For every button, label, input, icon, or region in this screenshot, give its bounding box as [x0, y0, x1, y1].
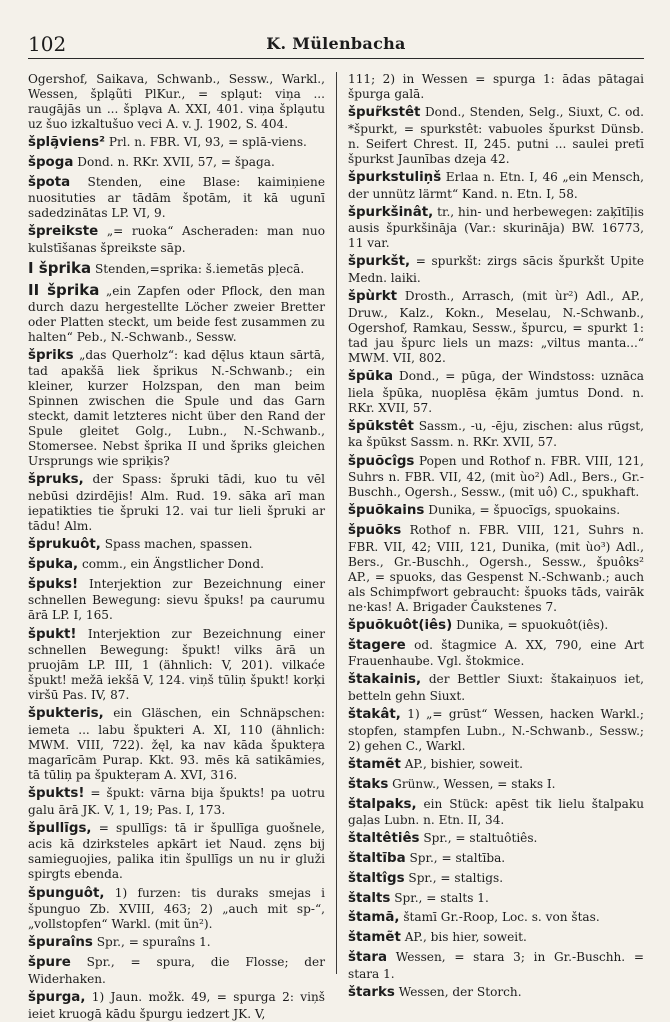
right-column: [336, 72, 644, 1000]
entry-headword: špur̃kstêt: [348, 105, 421, 121]
entry-text: Rothof n. FBR. VIII, 121, Suhrs n. FBR. VII, 42; VIII, 121, Dunika, (mit ùo³) Adl., Bers., Gr.-Buschh., Ogersh., Sessw., špuôks² AP., = spuoks, das Gespenst N.-Schwanb.; auch als Schimpfwort gebraucht: špuoks tāds, vairāk ne·kas! A. Brigader Čaukstenes 7.: [348, 523, 644, 614]
entry-text: Ogershof, Saikava, Schwanb., Sessw., Warkl., Wessen, špla̧ũti PlKur., = spla̧ut: viņa ... raugājās un ... špla̧va A. XXI, 401. viņa špla̧utu uz šuo izkaltušuo veci A. v. J. 1902, S. 404.: [28, 72, 325, 131]
entry-text: Popen und Rothof n. FBR. VIII, 121, Suhrs n. FBR. VII, 42, (mit ùo²) Adl., Bers., Gr.-Buschh., Ogersh., Sessw., (mit uô) C., spukhaft.: [348, 453, 644, 500]
dictionary-entry: [28, 577, 325, 624]
dictionary-entry: [348, 72, 644, 102]
entry-text: comm., ein Ängstlicher Dond.: [81, 557, 264, 572]
dictionary-entry: [348, 707, 644, 754]
entry-headword: štara: [348, 950, 388, 966]
entry-text: = spullīgs: tā ir špullīga guošnele, acis kā dzirksteles apkārt iet Naud. zęns bij samieguojies, palika itin špullīgs un nu ir gluži spirgts ebenda.: [28, 820, 325, 882]
entry-text: AP., bis hier, soweit.: [404, 930, 527, 945]
dictionary-entry: [28, 224, 325, 256]
dictionary-entry: [348, 757, 644, 774]
text-columns: [28, 72, 644, 1021]
dictionary-entry: [28, 627, 325, 704]
dictionary-entry: [348, 618, 644, 635]
entry-headword: štaks: [348, 776, 389, 792]
entry-text: Interjektion zur Bezeichnung einer schnellen Bewegung: sievu špuks! pa caurumu ārā LP. I, 165.: [28, 576, 325, 623]
dictionary-entry: [28, 990, 325, 1022]
dictionary-entry: [28, 955, 325, 987]
page-number: 102: [28, 32, 67, 56]
entry-headword: štalts: [348, 890, 391, 906]
dictionary-entry: [348, 831, 644, 848]
entry-headword: štamẽt: [348, 930, 401, 946]
entry-headword: špurga,: [28, 989, 86, 1005]
entry-text: 1) furzen: tis duraks smejas i špunguo Zb. XVIII, 463; 2) „auch mit sp-“, „vollstopfen“ Warkl. (mit ũn²).: [28, 885, 325, 932]
dictionary-entry: [28, 821, 325, 883]
entry-text: = špukt: vārna bija špukts! pa uotru galu ārā JK. V, 1, 19; Pas. I, 173.: [28, 786, 325, 817]
dictionary-entry: [28, 935, 325, 952]
entry-text: Dond., = pūga, der Windstoss: uznāca liela špūka, nuoplēsa ē̦kām jumtus Dond. n. RKr. XVII, 57.: [348, 368, 644, 415]
entry-text: Spr., = staltigs.: [408, 870, 504, 885]
dictionary-entry: [348, 105, 644, 167]
entry-headword: II šprika: [28, 281, 100, 300]
entry-headword: špoga: [28, 154, 74, 170]
entry-text: ein Gläschen, ein Schnäpschen: iemeta ... labu špukteri A. XI, 110 (ähnlich: MWM. VIII, 722). žęl, ka nav kāda špukteŗa magarīcām Purap. Kkt. 93. mēs kā satikāmies, tā tūliņ pa špukteŗam A. XVI, 316.: [28, 706, 325, 782]
entry-headword: špuõcîgs: [348, 453, 415, 469]
dictionary-entry: [28, 472, 325, 534]
entry-headword: špũkstêt: [348, 418, 414, 434]
entry-headword: šplã̧viens²: [28, 135, 105, 151]
entry-text: = spurkšt: zirgs sācis špurkšt Upite Medn. laiki.: [348, 254, 644, 286]
dictionary-entry: [348, 871, 644, 888]
dictionary-entry: [28, 281, 325, 345]
entry-text: Dond. n. RKr. XVII, 57, = špaga.: [77, 154, 275, 169]
dictionary-entry: [348, 985, 644, 1002]
entry-text: der Spass: špruki tādi, kuo tu vēl nebūsi dzirdējis! Alm. Rud. 19. sāka arī man iepatikties tie špruki 12. vai tur lieli špruki ar tādu! Alm.: [28, 472, 325, 534]
entry-text: Prl. n. FBR. VI, 93, = splā-viens.: [108, 135, 307, 150]
dictionary-entry: [348, 910, 644, 927]
dictionary-entry: [348, 254, 644, 286]
entry-text: Stenden,=sprika: š.iemetās pļecā.: [94, 262, 305, 277]
entry-text: Drosth., Arrasch, (mit ùr²) Adl., AP., Druw., Kalz., Kokn., Meselau, N.-Schwanb., Ogershof, Ramkau, Sessw., špurcu, = spurkt 1: tad jau špurc liels un mazs: „viltus manta...“ MWM. VII, 802.: [348, 289, 644, 365]
entry-headword: špullīgs,: [28, 820, 92, 836]
entry-headword: štalpaks,: [348, 796, 417, 812]
entry-headword: štamā,: [348, 910, 400, 926]
dictionary-entry: [348, 205, 644, 252]
entry-headword: špukts!: [28, 786, 85, 802]
entry-headword: špukteris,: [28, 706, 104, 722]
entry-headword: štaltîgs: [348, 870, 405, 886]
entry-headword: špunguôt,: [28, 885, 105, 901]
dictionary-entry: [348, 950, 644, 982]
entry-text: štamī Gr.-Roop, Loc. s. von štas.: [403, 910, 600, 925]
entry-text: Spr., = spuraîns 1.: [96, 935, 211, 950]
entry-text: 1) Jaun. možk. 49, = spurga 2: viņš ieiet kruogā kādu špurgu iedzert JK. V,: [28, 989, 325, 1021]
entry-headword: špriks: [28, 347, 74, 363]
entry-text: Sassm., -u, -ēju, zischen: alus rūgst, ka špūkst Sassm. n. RKr. XVII, 57.: [348, 418, 644, 450]
entry-headword: štagere: [348, 637, 406, 653]
dictionary-entry: [28, 175, 325, 222]
left-column: [28, 72, 336, 1021]
dictionary-entry: [348, 638, 644, 670]
dictionary-entry: [348, 289, 644, 366]
entry-headword: štarks: [348, 984, 395, 1000]
entry-text: Dond., Stenden, Selg., Siuxt, C. od. *špurkt, = spurkstêt: vabuoles špurkst Dünsb. n. Seifert Chrest. II, 245. putni ... saulei pretī špurkst Jaunības dzeja 42.: [348, 105, 644, 166]
dictionary-entry: [28, 155, 325, 172]
entry-text: „= ruoka“ Ascheraden: man nuo kulstīšanas špreikste sāp.: [28, 224, 325, 256]
entry-headword: špuka,: [28, 557, 79, 573]
entry-text: der Bettler Siuxt: štakaiņuos iet, betteln gehn Siuxt.: [348, 672, 644, 703]
dictionary-entry: [348, 454, 644, 501]
dictionary-entry: [28, 557, 325, 574]
entry-text: Spass machen, spassen.: [104, 537, 253, 552]
entry-headword: štamẽt: [348, 756, 401, 772]
entry-text: Spr., = staltība.: [409, 851, 506, 866]
page-header: [28, 28, 644, 59]
entry-headword: špuõkuôt(iês): [348, 617, 453, 633]
entry-text: Dunika, = spuokuôt(iês).: [456, 617, 609, 632]
entry-text: Wessen, der Storch.: [398, 984, 522, 999]
entry-headword: špùrkt: [348, 289, 397, 305]
entry-text: Erlaa n. Etn. I, 46 „ein Mensch, der unnütz lärmt“ Kand. n. Etn. I, 58.: [348, 169, 644, 201]
entry-headword: špukt!: [28, 626, 77, 642]
entry-headword: štaltība: [348, 851, 406, 867]
entry-headword: špũka: [348, 368, 394, 384]
entry-headword: špurkšinât,: [348, 204, 434, 220]
entry-headword: špruks,: [28, 472, 84, 488]
dictionary-entry: [348, 851, 644, 868]
entry-text: Spr., = staltuôtiês.: [423, 831, 538, 846]
dictionary-entry: [348, 930, 644, 947]
entry-headword: špreikste: [28, 224, 99, 240]
entry-text: 111; 2) in Wessen = spurga 1: ādas pātagai špurga galā.: [348, 72, 644, 101]
dictionary-entry: [348, 503, 644, 520]
dictionary-entry: [348, 419, 644, 451]
entry-headword: špure: [28, 955, 71, 971]
entry-headword: I šprika: [28, 259, 92, 278]
dictionary-entry: [28, 706, 325, 783]
dictionary-entry: [28, 537, 325, 554]
entry-headword: štakainis,: [348, 672, 422, 688]
entry-text: Dunika, = špuocīgs, spuokains.: [428, 503, 621, 518]
dictionary-entry: [348, 891, 644, 908]
entry-text: Grünw., Wessen, = staks I.: [392, 776, 556, 791]
entry-text: „das Querholz“: kad dę̄lus ktaun sārtā, tad apakšā liek šprikus N.-Schwanb.; ein kleiner, kurzer Holzspan, den man beim Spinnen zwischen die Spule und das Garn steckt, damit letzteres nicht über den Rand der Spule gleitet Golg., Lubn., N.-Schwanb., Stomersee. Nebst šprika II und špriks gleichen Ursprungs wie spriķis?: [28, 347, 325, 469]
dictionary-entry: [348, 369, 644, 416]
entry-text: 1) „= grūst“ Wessen, hacken Warkl.; stopfen, stampfen Lubn., N.-Schwanb., Sessw.; 2) gehen C., Warkl.: [348, 707, 644, 753]
entry-headword: špuks!: [28, 576, 79, 592]
entry-headword: štaltêtiês: [348, 831, 420, 847]
entry-headword: špuõks: [348, 523, 402, 539]
dictionary-entry: [348, 523, 644, 615]
dictionary-entry: [348, 170, 644, 202]
dictionary-entry: [28, 135, 325, 152]
entry-text: Spr., = spura, die Flosse; der Widerhaken.: [28, 955, 325, 986]
entry-text: AP., bishier, soweit.: [404, 756, 523, 771]
entry-text: Interjektion zur Bezeichnung einer schnellen Bewegung: špukt! vilks ārā un pruojām LP. III, 1 (ähnlich: V, 201). vilkaće špukt! mežā iekšā V, 124. viņš tūliņ špukt! korķi viršū Pas. IV, 87.: [28, 626, 325, 703]
entry-text: od. štagmice A. XX, 790, eine Art Frauenhaube. Vgl. štokmice.: [348, 637, 644, 669]
dictionary-entry: [28, 259, 325, 278]
entry-text: tr., hin- und herbewegen: zaķītīļis ausis špurkšināja (Var.: skurināja) BW. 16773, 11 var.: [348, 204, 644, 251]
entry-headword: špota: [28, 174, 71, 190]
entry-headword: špuraîns: [28, 935, 93, 951]
entry-headword: špurkstuliņš: [348, 169, 442, 185]
entry-headword: šprukuôt,: [28, 537, 101, 553]
entry-text: Spr., = stalts 1.: [394, 890, 489, 905]
entry-text: ein Stück: apēst tik lielu štalpaku gaļas Lubn. n. Etn. II, 34.: [348, 796, 644, 828]
entry-headword: štakât,: [348, 707, 401, 723]
entry-text: „ein Zapfen oder Pflock, den man durch dazu hergestellte Löcher zweier Bretter oder Platten steckt, um beide fest zusammen zu halten“ Peb., N.-Schwanb., Sessw.: [28, 284, 326, 344]
dictionary-entry: [348, 797, 644, 829]
entry-text: Wessen, = stara 3; in Gr.-Buschh. = stara 1.: [348, 950, 644, 981]
entry-headword: špurkšt,: [348, 254, 411, 270]
dictionary-entry: [28, 72, 325, 132]
dictionary-entry: [348, 672, 644, 704]
dictionary-entry: [28, 348, 325, 470]
entry-headword: špuõkains: [348, 503, 425, 519]
dictionary-entry: [28, 786, 325, 818]
entry-text: Stenden, eine Blase: kaimiņiene nuosituties ar tādām špotām, it kā ugunī sadedzinātas LP. VI, 9.: [28, 174, 325, 221]
dictionary-entry: [28, 886, 325, 933]
dictionary-entry: [348, 777, 644, 794]
running-head: K. Mülenbacha: [266, 34, 406, 53]
